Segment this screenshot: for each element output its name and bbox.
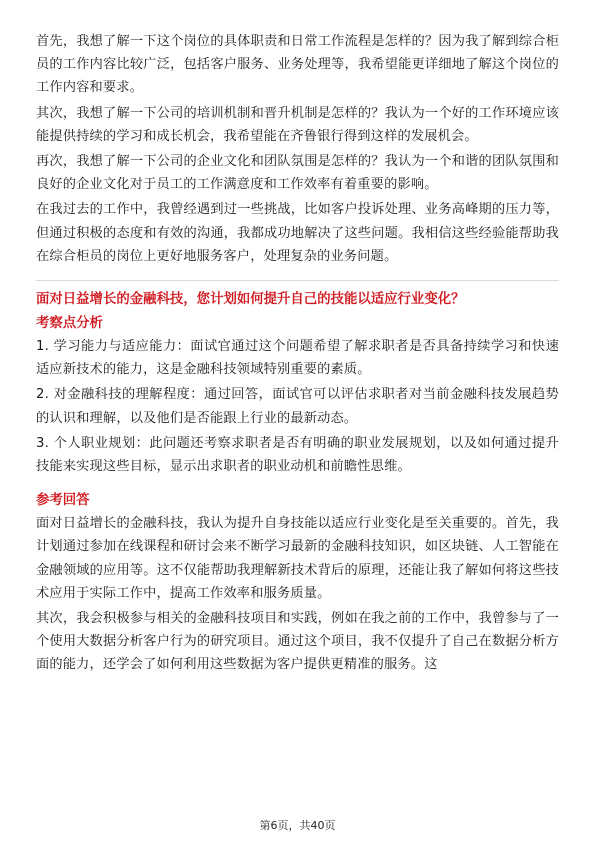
document-page <box>36 30 559 679</box>
intro-paragraph-1: 首先，我想了解一下这个岗位的具体职责和日常工作流程是怎样的？因为我了解到综合柜员的工作内容比较广泛，包括客户服务、业务处理等，我希望能更详细地了解这个岗位的工作内容和要求。 <box>36 34 559 96</box>
analysis-point-3: 3. 个人职业规划：此问题还考察求职者是否有明确的职业发展规划，以及如何通过提升技能来实现这些目标，显示出求职者的职业动机和前瞻性思维。 <box>36 435 559 475</box>
analysis-title: 考察点分析 <box>36 316 103 332</box>
intro-paragraph-2: 其次，我想了解一下公司的培训机制和晋升机制是怎样的？我认为一个好的工作环境应该能提供持续的学习和成长机会，我希望能在齐鲁银行得到这样的发展机会。 <box>36 105 559 144</box>
answer-paragraph-2: 其次，我会积极参与相关的金融科技项目和实践，例如在我之前的工作中，我曾参与了一个使用大数据分析客户行为的研究项目。通过这个项目，我不仅提升了自己在数据分析方面的能力，还学会了如何利用这些数据为客户提供更精准的服务。这 <box>36 611 559 673</box>
analysis-point-1: 1. 学习能力与适应能力：面试官通过这个问题希望了解求职者是否具备持续学习和快速适应新技术的能力，这是金融科技领域特别重要的素质。 <box>36 339 559 378</box>
page-number: 第6页，共40页 <box>259 819 336 832</box>
answer-paragraph-1: 面对日益增长的金融科技，我认为提升自身技能以适应行业变化是至关重要的。首先，我计划通过参加在线课程和研讨会来不断学习最新的金融科技知识，如区块链、人工智能在金融领域的应用等。这不仅能帮助我理解新技术背后的原理，还能让我了解如何将这些技术应用于实际工作中，提高工作效率和服务质量。 <box>36 516 559 601</box>
intro-paragraph-4: 在我过去的工作中，我曾经遇到过一些挑战，比如客户投诉处理、业务高峰期的压力等，但通过积极的态度和有效的沟通，我都成功地解决了这些问题。我相信这些经验能帮助我在综合柜员的岗位上更好地服务客户，处理复杂的业务问题。 <box>36 202 559 264</box>
section-divider <box>36 280 559 281</box>
answer-title: 参考回答 <box>36 493 90 509</box>
question-heading: 面对日益增长的金融科技，您计划如何提升自己的技能以适应行业变化？ <box>36 292 465 308</box>
intro-paragraph-3: 再次，我想了解一下公司的企业文化和团队氛围是怎样的？我认为一个和谐的团队氛围和良好的企业文化对于员工的工作满意度和工作效率有着重要的影响。 <box>36 154 559 193</box>
analysis-point-2: 2. 对金融科技的理解程度：通过回答，面试官可以评估求职者对当前金融科技发展趋势的认识和理解，以及他们是否能跟上行业的最新动态。 <box>36 387 559 426</box>
